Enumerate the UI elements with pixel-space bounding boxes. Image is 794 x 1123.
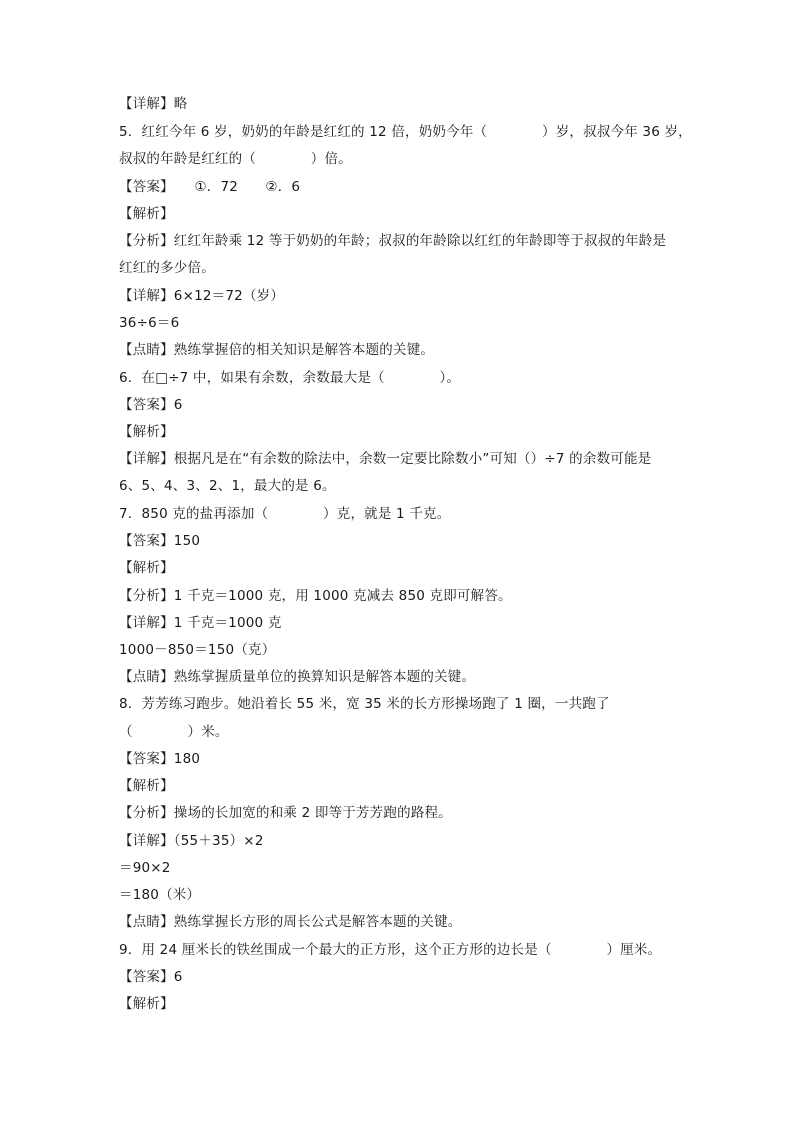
answer-7: 【答案】150: [119, 533, 201, 549]
analysis-heading: 【解析】: [119, 996, 174, 1012]
detail-text: 【详解】根据凡是在“有余数的除法中，余数一定要比除数小”可知（）÷7 的余数可能是: [119, 451, 652, 467]
detail-text: 6、5、4、3、2、1，最大的是 6。: [119, 478, 336, 494]
detail-text: 1000－850＝150（克）: [119, 642, 276, 658]
answer-6: 【答案】6: [119, 397, 183, 413]
answer-9: 【答案】6: [119, 969, 183, 985]
question-5-line-1: 5．红红今年 6 岁，奶奶的年龄是红红的 12 倍，奶奶今年（ ）岁，叔叔今年 36 岁，: [119, 124, 692, 140]
detail-text: 36÷6＝6: [119, 315, 180, 331]
question-7: 7．850 克的盐再添加（ ）克，就是 1 千克。: [119, 506, 451, 522]
key-point-text: 【点睛】熟练掌握长方形的周长公式是解答本题的关键。: [119, 914, 462, 930]
analysis-heading: 【解析】: [119, 206, 174, 222]
detail-text: 【详解】（55＋35）×2: [119, 833, 264, 849]
answer-8: 【答案】180: [119, 751, 201, 767]
key-point-text: 【点睛】熟练掌握倍的相关知识是解答本题的关键。: [119, 342, 435, 358]
answer-5: 【答案】 ①．72 ②．6: [119, 179, 301, 195]
question-6: 6．在□÷7 中，如果有余数，余数最大是（ ）。: [119, 370, 461, 386]
question-8-line-2: （ ）米。: [119, 724, 229, 740]
analysis-heading: 【解析】: [119, 560, 174, 576]
question-8-line-1: 8．芳芳练习跑步。她沿着长 55 米，宽 35 米的长方形操场跑了 1 圈，一共跑了: [119, 696, 610, 712]
detail-text: ＝90×2: [119, 860, 171, 876]
detail-text: ＝180（米）: [119, 887, 201, 903]
text-line: 【详解】略: [119, 96, 188, 112]
analysis-heading: 【解析】: [119, 778, 174, 794]
analysis-text: 【分析】红红年龄乘 12 等于奶奶的年龄；叔叔的年龄除以红红的年龄即等于叔叔的年龄是: [119, 233, 667, 249]
question-9: 9．用 24 厘米长的铁丝围成一个最大的正方形，这个正方形的边长是（ ）厘米。: [119, 942, 662, 958]
analysis-text: 【分析】操场的长加宽的和乘 2 即等于芳芳跑的路程。: [119, 805, 452, 821]
detail-text: 【详解】1 千克＝1000 克: [119, 615, 282, 631]
question-5-line-2: 叔叔的年龄是红红的（ ）倍。: [119, 151, 352, 167]
key-point-text: 【点睛】熟练掌握质量单位的换算知识是解答本题的关键。: [119, 669, 476, 685]
analysis-heading: 【解析】: [119, 424, 174, 440]
analysis-text: 红红的多少倍。: [119, 260, 215, 276]
analysis-text: 【分析】1 千克＝1000 克，用 1000 克减去 850 克即可解答。: [119, 588, 512, 604]
detail-text: 【详解】6×12＝72（岁）: [119, 288, 285, 304]
